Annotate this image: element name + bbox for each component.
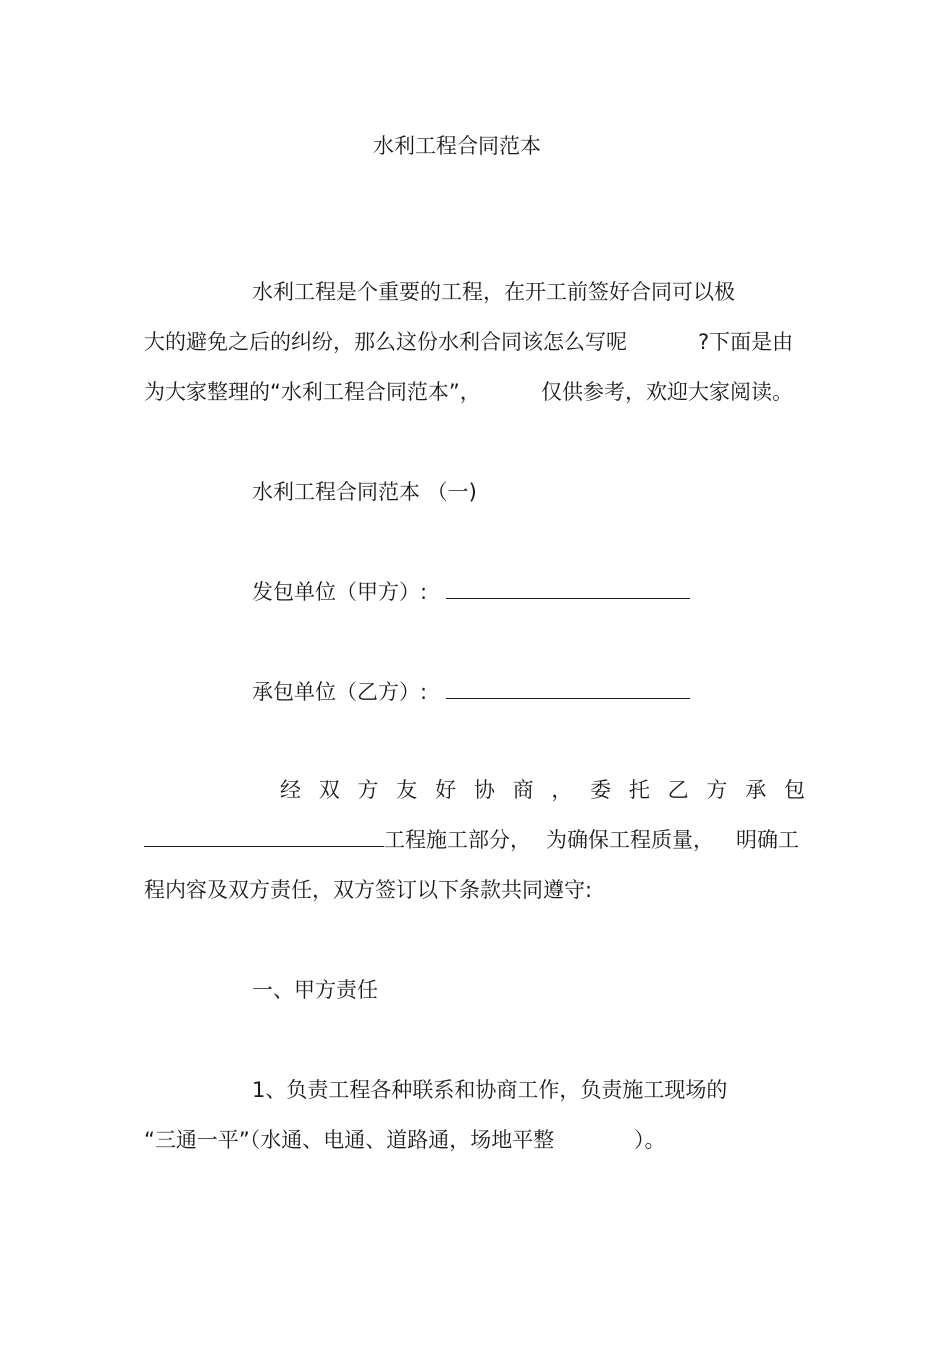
- party-a-label: 发包单位（甲方）:: [252, 580, 428, 604]
- agreement-line-2-b: 为确保工程质量，: [546, 828, 714, 852]
- agreement-line-2-text: 工程施工部分，: [384, 828, 531, 852]
- party-a-blank-line: [446, 580, 690, 599]
- agreement-char: 双: [318, 778, 340, 802]
- agreement-line-1: [280, 776, 805, 804]
- agreement-char: 商: [512, 778, 534, 802]
- agreement-char: 委: [590, 778, 612, 802]
- clause-1-line-2: “三通一平”（水通、电通、道路通，场地平整: [144, 1128, 555, 1152]
- party-a-row: [252, 578, 690, 606]
- agreement-char: ，: [551, 778, 573, 802]
- agreement-char: 方: [706, 778, 728, 802]
- section-heading: 水利工程合同范本 （一): [252, 480, 477, 504]
- agreement-char: 承: [745, 778, 767, 802]
- agreement-char: 协: [473, 778, 495, 802]
- intro-paragraph-line-2: 大的避免之后的纠纷，那么这份水利合同该怎么写呢: [144, 330, 627, 354]
- agreement-char: 好: [435, 778, 457, 802]
- intro-paragraph-line-3-tail: 仅供参考，欢迎大家阅读。: [541, 380, 793, 404]
- clause-1-line-2-tail: ）。: [634, 1128, 666, 1152]
- agreement-char: 包: [783, 778, 805, 802]
- document-title: 水利工程合同范本: [373, 134, 541, 158]
- agreement-char: 经: [280, 778, 301, 802]
- agreement-char: 乙: [667, 778, 689, 802]
- agreement-line-2: [144, 826, 531, 854]
- intro-paragraph-line-1: 水利工程是个重要的工程，在开工前签好合同可以极: [252, 280, 735, 304]
- agreement-char: 托: [628, 778, 650, 802]
- intro-paragraph-line-2-tail: ?下面是由: [698, 330, 794, 354]
- clause-heading: 一、甲方责任: [252, 978, 378, 1002]
- party-b-label: 承包单位（乙方）:: [252, 680, 428, 704]
- project-blank-line: [144, 828, 384, 847]
- party-b-blank-line: [446, 680, 690, 699]
- agreement-char: 友: [396, 778, 418, 802]
- agreement-line-2-c: 明确工: [736, 828, 799, 852]
- agreement-char: 方: [357, 778, 379, 802]
- agreement-line-3: 程内容及双方责任，双方签订以下条款共同遵守:: [144, 878, 593, 902]
- intro-paragraph-line-3: 为大家整理的“水利工程合同范本”，: [144, 380, 481, 404]
- clause-1-line-1: 1、负责工程各种联系和协商工作，负责施工现场的: [252, 1078, 728, 1102]
- party-b-row: [252, 678, 690, 706]
